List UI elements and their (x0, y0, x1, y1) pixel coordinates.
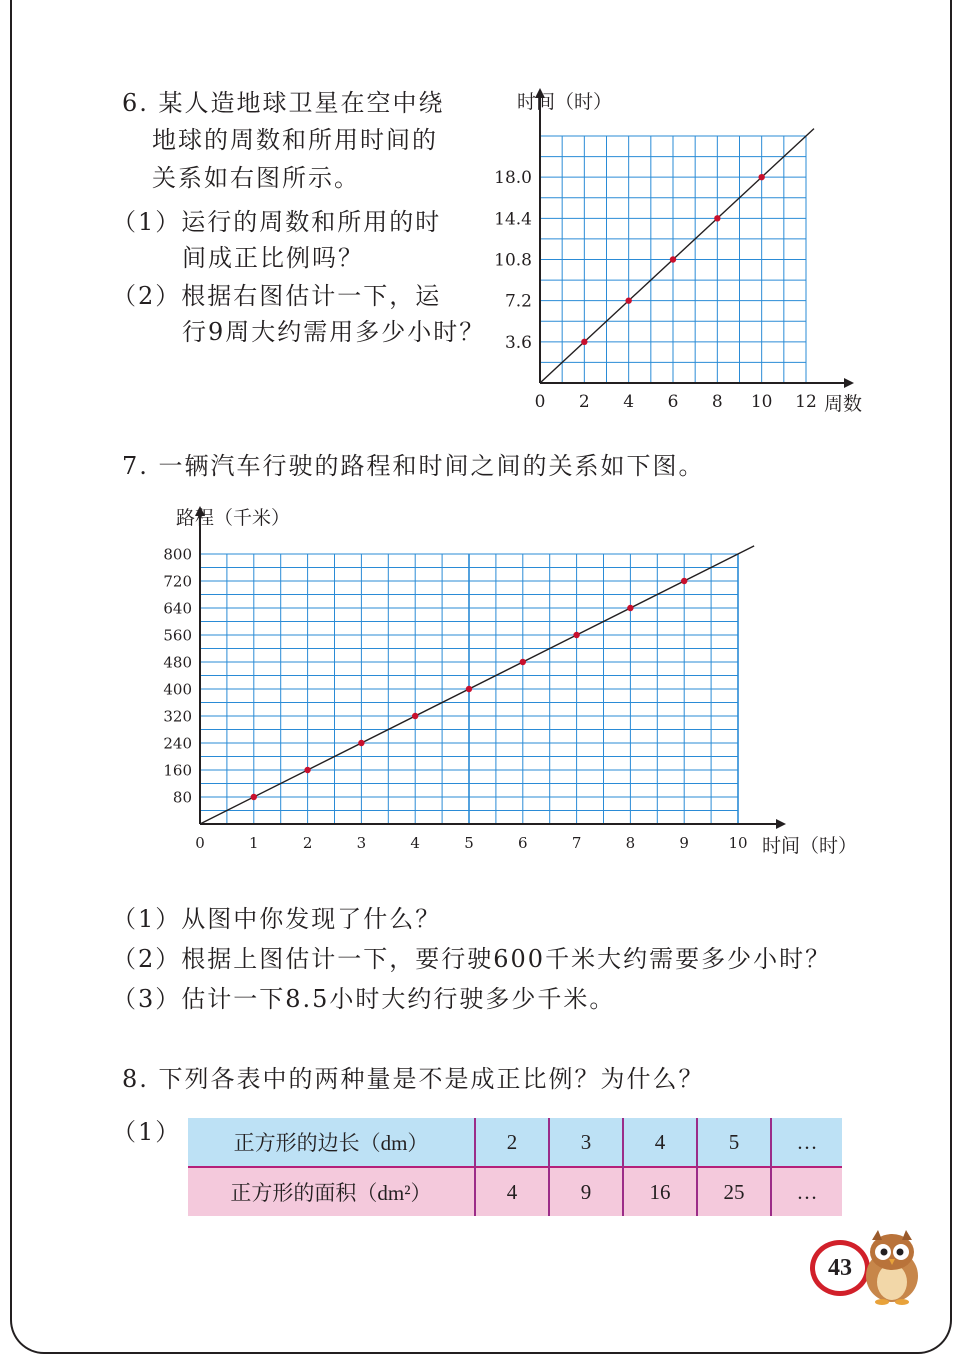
y-tick-label: 80 (172, 788, 192, 807)
x-tick-label: 2 (578, 392, 590, 412)
page-number: 43 (810, 1240, 870, 1296)
x-tick-label: 0 (534, 392, 546, 412)
q8-part-1: （1） (112, 1118, 182, 1146)
y-tick-label: 320 (163, 707, 192, 726)
x-tick-label: 1 (249, 834, 259, 852)
y-axis-title: 路程（千米） (176, 507, 291, 529)
q7-question-2: （2）根据上图估计一下，要行驶600千米大约需要多少小时？ (112, 945, 832, 973)
y-tick-label: 240 (163, 734, 192, 753)
q7-question-1: （1）从图中你发现了什么？ (112, 905, 442, 933)
data-point (758, 174, 764, 180)
x-tick-label: 4 (623, 392, 635, 412)
x-tick-label: 10 (750, 392, 773, 412)
x-tick-label: 3 (356, 834, 367, 852)
q7-title: 7. 一辆汽车行驶的路程和时间之间的关系如下图。 (122, 452, 705, 480)
x-tick-label: 6 (667, 392, 679, 412)
y-tick-label: 7.2 (504, 291, 532, 312)
q6-sub2-line-1: （2）根据右图估计一下，运 (112, 282, 442, 310)
q6-sub2-line-2: 行9周大约需用多少小时？ (182, 318, 486, 346)
table-cell: … (771, 1167, 842, 1216)
y-tick-label: 640 (163, 599, 192, 618)
x-tick-label: 9 (679, 834, 689, 852)
y-tick-label: 14.4 (494, 209, 532, 230)
table-row (188, 1167, 842, 1216)
data-point (670, 256, 676, 262)
satellite-chart (490, 86, 880, 421)
q6-line-3: 关系如右图所示。 (152, 164, 360, 192)
x-axis-title: 周数 (824, 393, 863, 415)
q6-line-1: 6. 某人造地球卫星在空中绕 (122, 89, 445, 117)
data-line (200, 546, 754, 824)
data-point (714, 215, 720, 221)
data-point (573, 632, 579, 638)
data-point (251, 794, 257, 800)
y-tick-label: 160 (163, 761, 192, 780)
table-cell: 16 (623, 1167, 697, 1216)
data-point (304, 767, 310, 773)
table-cell: 2 (475, 1118, 549, 1167)
table-cell: … (771, 1118, 842, 1167)
data-point (581, 339, 587, 345)
x-axis-title: 时间（时） (762, 835, 858, 857)
x-tick-label: 2 (302, 834, 313, 852)
q6-line-2: 地球的周数和所用时间的 (152, 126, 438, 154)
table-cell: 5 (697, 1118, 771, 1167)
data-point (358, 740, 364, 746)
x-tick-label: 8 (625, 834, 636, 852)
q7-question-3: （3）估计一下8.5小时大约行驶多少千米。 (112, 985, 616, 1013)
y-tick-label: 10.8 (494, 250, 532, 271)
q6-sub1-line-1: （1）运行的周数和所用的时 (112, 208, 442, 236)
x-tick-label: 7 (571, 834, 582, 852)
x-axis-arrow (844, 378, 854, 388)
square-table (188, 1118, 842, 1216)
table-header-area: 正方形的面积（dm²） (188, 1167, 475, 1216)
y-tick-label: 18.0 (494, 168, 532, 189)
data-point (627, 605, 633, 611)
x-axis-arrow (776, 819, 786, 829)
x-tick-label: 5 (464, 834, 474, 852)
q8-title: 8. 下列各表中的两种量是不是成正比例？为什么？ (122, 1065, 705, 1093)
table-cell: 25 (697, 1167, 771, 1216)
table-cell: 3 (549, 1118, 623, 1167)
data-point (625, 297, 631, 303)
data-point (681, 578, 687, 584)
table-cell: 4 (475, 1167, 549, 1216)
table-header-side: 正方形的边长（dm） (188, 1118, 475, 1167)
car-distance-chart (150, 500, 880, 870)
y-tick-label: 480 (163, 653, 192, 672)
x-tick-label: 4 (410, 834, 420, 852)
y-tick-label: 800 (163, 545, 192, 564)
data-point (412, 713, 418, 719)
owl-icon (852, 1226, 932, 1306)
data-line (540, 129, 814, 383)
q6-sub1-line-2: 间成正比例吗？ (182, 244, 364, 272)
table-cell: 9 (549, 1167, 623, 1216)
y-tick-label: 720 (163, 572, 192, 591)
x-tick-label: 0 (195, 834, 205, 852)
y-axis-title: 时间（时） (517, 91, 613, 113)
y-tick-label: 560 (163, 626, 192, 645)
y-tick-label: 3.6 (504, 332, 532, 353)
x-tick-label: 6 (518, 834, 528, 852)
table-cell: 4 (623, 1118, 697, 1167)
x-tick-label: 12 (795, 392, 817, 412)
data-point (466, 686, 472, 692)
data-point (520, 659, 526, 665)
x-tick-label: 10 (728, 834, 748, 852)
table-row (188, 1118, 842, 1167)
y-tick-label: 400 (163, 680, 192, 699)
x-tick-label: 8 (711, 392, 723, 412)
